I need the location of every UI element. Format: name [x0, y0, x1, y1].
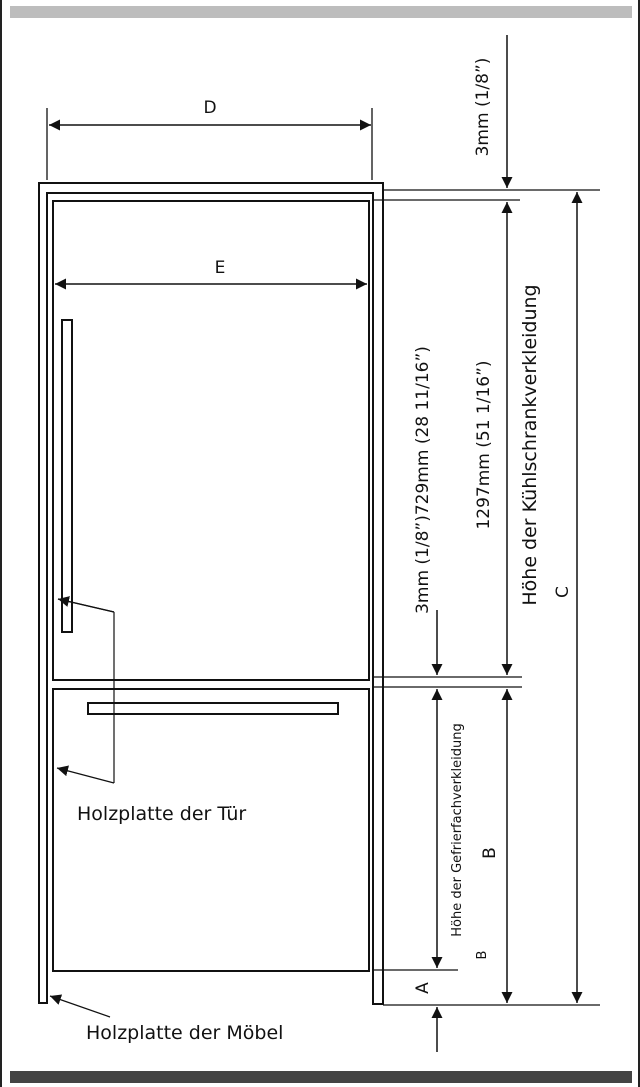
label-fridge-height: Höhe der Kühlschrankverkleidung [519, 284, 541, 606]
extension-lines [47, 108, 600, 1005]
fridge-door-handle [62, 320, 72, 632]
label-b-outer: B [480, 847, 500, 859]
label-middle-value: 3mm (1/8”)729mm (28 11/16”) [413, 346, 433, 614]
label-door-panel: Holzplatte der Tür [77, 803, 247, 825]
label-gap-top: 3mm (1/8”) [473, 57, 493, 157]
label-c: C [553, 586, 573, 598]
label-b-inner: B [475, 950, 490, 960]
label-freezer-height: Höhe der Gefrierfachverkleidung [450, 723, 465, 937]
freezer-door-panel [53, 689, 369, 971]
label-fridge-height-value: 1297mm (51 1/16”) [474, 360, 494, 530]
furniture-panel-leader [50, 996, 110, 1017]
label-furniture-panel: Holzplatte der Möbel [86, 1022, 284, 1044]
fridge-door-panel [53, 201, 369, 680]
door-panel-leaders [57, 599, 114, 783]
freezer-door-handle [88, 703, 338, 714]
label-a: A [413, 982, 433, 994]
label-d: D [203, 98, 217, 118]
label-e: E [214, 258, 226, 278]
furniture-panel-outline [39, 183, 383, 1004]
